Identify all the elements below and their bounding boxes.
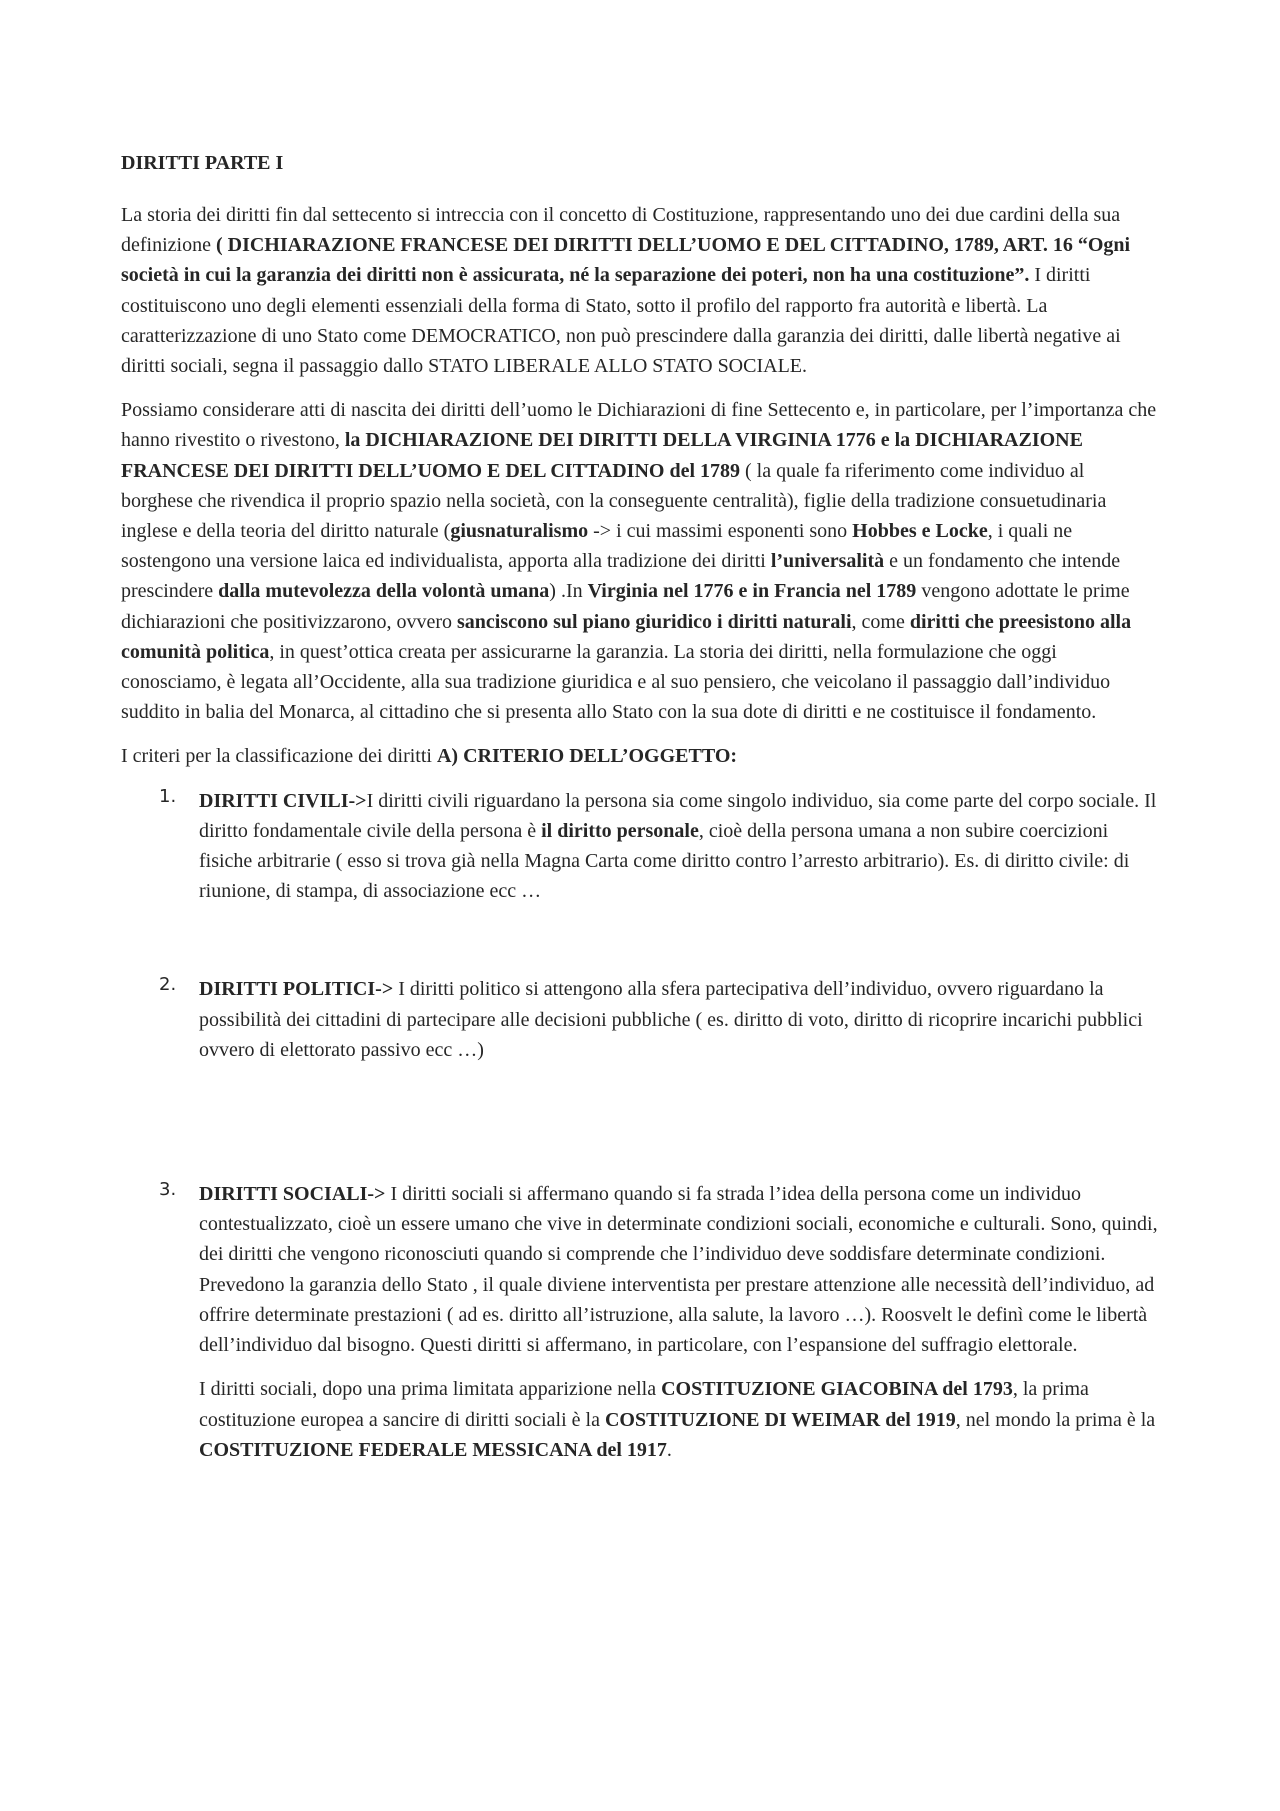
list-item-social-rights: 3. DIRITTI SOCIALI-> I diritti sociali si affermano quando si fa strada l’idea della persona come un individuo contestualizzato, cioè un essere umano che vive in determinate condizioni sociali, economiche e culturali. Sono, quindi, dei diritti che vengono riconosciuti quando si comprende che l’individuo deve soddisfare determinate condizioni. Prevedono la garanzia dello Stato , il quale diviene interventista per prestare attenzione alle necessità dell’individuo, ad offrire determinate prestazioni ( ad es. diritto all’istruzione, alla salute, la lavoro …). Roosvelt le definì come le libertà dell’individuo dal bisogno. Questi diritti si affermano, in particolare, con l’espansione del suffragio elettorale. <box>121 1179 1160 1360</box>
list-item-heading: DIRITTI POLITICI-> <box>199 978 394 1001</box>
list-item-political-rights: 2. DIRITTI POLITICI-> I diritti politico si attengono alla sfera partecipativa dell’individuo, ovvero riguardano la possibilità dei cittadini di partecipare alle decisioni pubbliche ( es. diritto di voto, diritto di ricoprire incarichi pubblici ovvero di elettorato passivo ecc …) <box>121 974 1160 1065</box>
list-item-civil-rights: 1. DIRITTI CIVILI->I diritti civili riguardano la persona sia come singolo individuo, sia come parte del corpo sociale. Il diritto fondamentale civile della persona è il diritto personale, cioè della persona umana a non subire coercizioni fisiche arbitrarie ( esso si trova già nella Magna Carta come diritto contro l’arresto arbitrario). Es. di diritto civile: di riunione, di stampa, di associazione ecc … <box>121 786 1160 907</box>
declarations-paragraph: Possiamo considerare atti di nascita dei diritti dell’uomo le Dichiarazioni di fine Settecento e, in particolare, per l’importanza che hanno rivestito o rivestono, la DICHIARAZIONE DEI DIRITTI DELLA VIRGINIA 1776 e la DICHIARAZIONE FRANCESE DEI DIRITTI DELL’UOMO E DEL CITTADINO del 1789 ( la quale fa riferimento come individuo al borghese che rivendica il proprio spazio nella società, con la conseguente centralità), figlie della tradizione consuetudinaria inglese e della teoria del diritto naturale (giusnaturalismo -> i cui massimi esponenti sono Hobbes e Locke, i quali ne sostengono una versione laica ed individualista, apporta alla tradizione dei diritti l’universalità e un fondamento che intende prescindere dalla mutevolezza della volontà umana) .In Virginia nel 1776 e in Francia nel 1789 vengono adottate le prime dichiarazioni che positivizzarono, ovvero sanciscono sul piano giuridico i diritti naturali, come diritti che preesistono alla comunità politica, in quest’ottica creata per assicurarne la garanzia. La storia dei diritti, nella formulazione che oggi conosciamo, è legata all’Occidente, alla sua tradizione giuridica e al suo pensiero, che veicolano il passaggio dall’individuo suddito in balia del Monarca, al cittadino che si presenta allo Stato con la sua dote di diritti e ne costituisce il fondamento. <box>121 399 1157 724</box>
social-rights-paragraph: I diritti sociali, dopo una prima limitata apparizione nella COSTITUZIONE GIACOBINA del 1793, la prima costituzione europea a sancire di diritti sociali è la COSTITUZIONE DI WEIMAR del 1919, nel mondo la prima è la COSTITUZIONE FEDERALE MESSICANA del 1917. <box>199 1378 1156 1461</box>
list-number: 1. <box>159 785 177 807</box>
intro-paragraph: La storia dei diritti fin dal settecento si intreccia con il concetto di Costituzione, rappresentando uno dei due cardini della sua definizione ( DICHIARAZIONE FRANCESE DEI DIRITTI DELL’UOMO E DEL CITTADINO, 1789, ART. 16 “Ogni società in cui la garanzia dei diritti non è assicurata, né la separazione dei poteri, non ha una costituzione”. I diritti costituiscono uno degli elementi essenziali della forma di Stato, sotto il profilo del rapporto fra autorità e libertà. La caratterizzazione di uno Stato come DEMOCRATICO, non può prescindere dalla garanzia dei diritti, dalle libertà negative ai diritti sociali, segna il passaggio dallo STATO LIBERALE ALLO STATO SOCIALE. <box>121 204 1131 378</box>
list-item-heading: DIRITTI SOCIALI-> <box>199 1183 386 1206</box>
document-title: DIRITTI PARTE I <box>121 152 284 174</box>
list-number: 2. <box>159 974 177 996</box>
criteria-heading: I criteri per la classificazione dei diritti A) CRITERIO DELL’OGGETTO: <box>121 745 738 768</box>
list-number: 3. <box>159 1179 177 1201</box>
list-item-heading: DIRITTI CIVILI-> <box>199 789 367 812</box>
